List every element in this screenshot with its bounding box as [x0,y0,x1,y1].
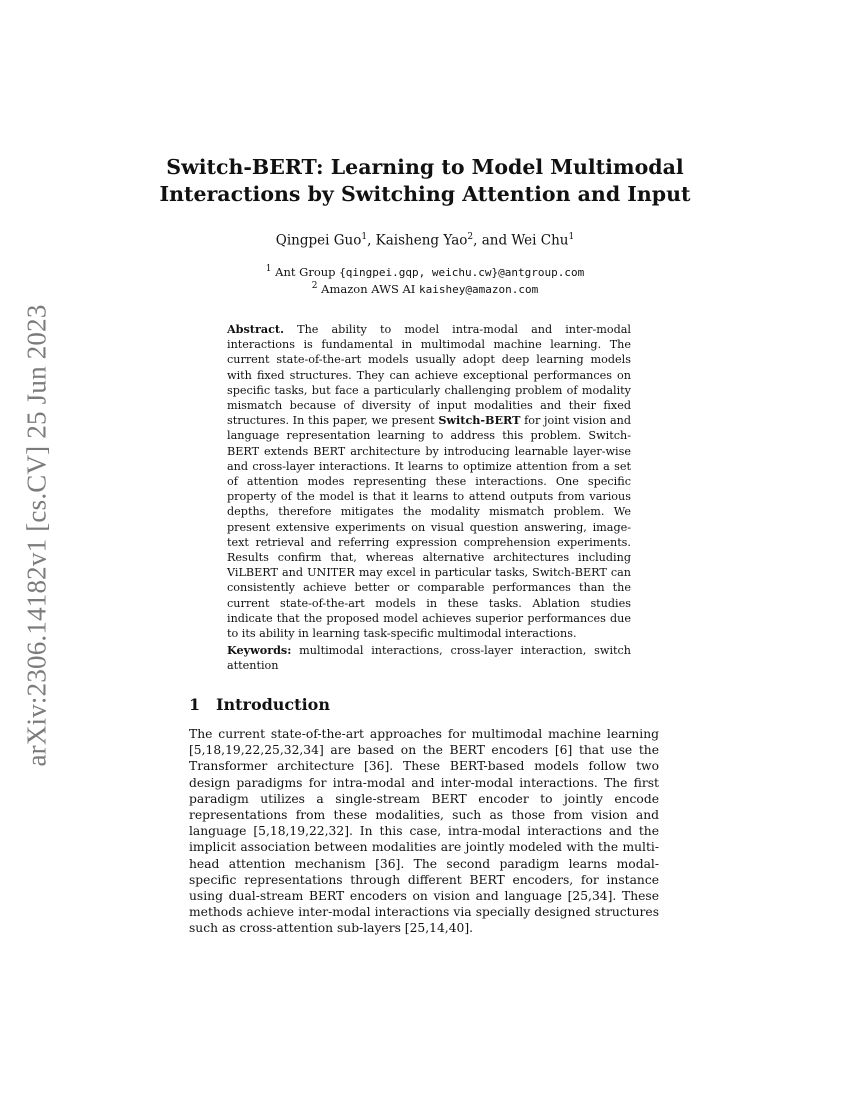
section-number: 1 [189,695,201,714]
arxiv-identifier-stamp [12,300,62,770]
author-affiliation-mark: 1 [568,232,575,242]
introduction-paragraph: The current state-of-the-art approaches for multimodal machine learning [5,18,19,22,25,32,34] are based on the BERT encoders [6] that use the Transformer architecture [36]. These BERT-based models follow two design paradigms for intra-modal and inter-modal interactions. The first paradigm utilizes a single-stream BERT encoder to jointly encode representations from these modalities, such as those from vision and language [5,18,19,22,32]. In this case, intra-modal interactions and the implicit association between modalities are jointly modeled with the multi-head attention mechanism [36]. The second paradigm learns modal-specific representations through different BERT encoders, for instance using dual-stream BERT encoders on vision and language [25,34]. These methods achieve inter-modal interactions via specially designed structures such as cross-attention sub-layers [25,14,40]. [189,727,659,936]
keywords [227,643,631,673]
author-affiliation-mark: 2 [467,232,474,242]
abstract [227,322,631,641]
affiliation-organization: Amazon AWS AI [317,281,419,296]
author-list [0,232,850,249]
affiliation-number: 2 [311,281,318,291]
abstract-model-name: Switch-BERT [438,413,521,428]
keywords-text: multimodal interactions, cross-layer interaction, switch attention [227,644,631,673]
abstract-label: Abstract. [227,322,284,336]
affiliation-line-2 [0,281,850,296]
affiliation-email: kaishey@amazon.com [418,282,539,296]
author-name: Qingpei Guo [275,232,362,249]
affiliation-number: 1 [265,264,272,274]
affiliation-line-1 [0,264,850,279]
abstract-text-part-1: The ability to model intra-modal and inter-modal interactions is fundamental in multimodal machine learning. The current state-of-the-art models usually adopt deep learning models with fixed structures. They can achieve exceptional performances on specific tasks, but face a particularly challenging problem of modality mismatch because of diversity of input modalities and their fixed structures. In this paper, we present [227,323,631,428]
author-separator: , and [473,232,512,249]
paper-title [0,154,850,208]
keywords-label: Keywords: [227,643,292,657]
section-heading: Introduction [216,695,330,714]
author-name: Kaisheng Yao [375,232,468,249]
paper-title-line-2: Interactions by Switching Attention and Input [159,182,691,206]
arxiv-identifier-text: arXiv:2306.14182v1 [cs.CV] 25 Jun 2023 [21,303,52,767]
affiliation-organization: Ant Group [271,264,340,279]
paper-title-line-1: Switch-BERT: Learning to Model Multimodal [166,155,684,179]
affiliation-email: {qingpei.gqp, weichu.cw}@antgroup.com [339,265,585,279]
author-name: Wei Chu [511,232,569,249]
author-affiliation-mark: 1 [361,232,368,242]
author-separator: , [367,232,376,249]
abstract-text-part-2: for joint vision and language representation learning to address this problem. Switch-BERT extends BERT architecture by introducing learnable layer-wise and cross-layer interactions. It learns to optimize attention from a set of attention modes representing these interactions. One specific property of the model is that it learns to attend outputs from various depths, therefore mitigates the modality mismatch problem. We present extensive experiments on visual question answering, image-text retrieval and referring expression comprehension experiments. Results confirm that, whereas alternative architectures including ViLBERT and UNITER may excel in particular tasks, Switch-BERT can consistently achieve better or comparable performances than the current state-of-the-art models in these tasks. Ablation studies indicate that the proposed model achieves superior performances due to its ability in learning task-specific multimodal interactions. [227,414,631,641]
